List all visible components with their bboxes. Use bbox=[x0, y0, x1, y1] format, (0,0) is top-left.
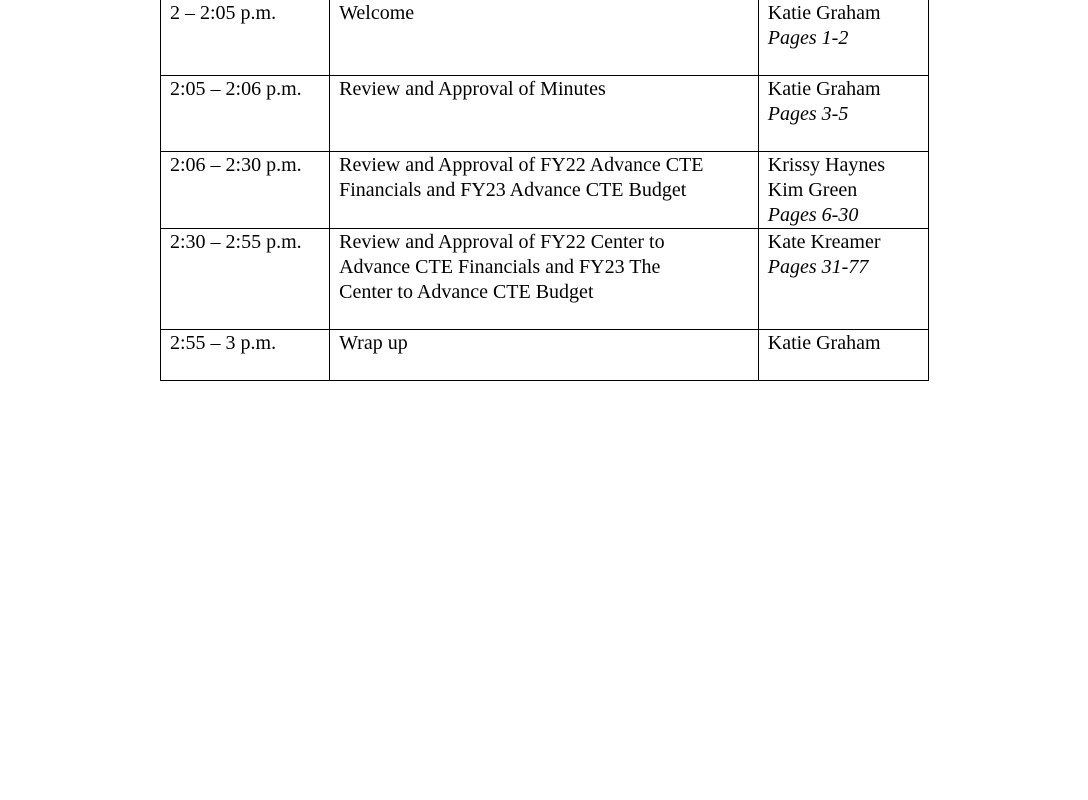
time-text: 2:55 – 3 p.m. bbox=[170, 332, 277, 354]
time-cell bbox=[161, 76, 330, 152]
presenter-name: Katie Graham bbox=[767, 78, 881, 100]
time-text: 2:05 – 2:06 p.m. bbox=[170, 78, 302, 100]
agenda-row bbox=[161, 229, 929, 330]
agenda-item-text: Welcome bbox=[339, 2, 415, 24]
page-reference: Pages 1-2 bbox=[767, 27, 849, 49]
agenda-item-text: Review and Approval of Minutes bbox=[339, 78, 606, 100]
agenda-item-cell bbox=[330, 330, 759, 381]
agenda-row bbox=[161, 330, 929, 381]
presenter-cell bbox=[758, 76, 928, 152]
presenter-name: Kim Green bbox=[767, 179, 858, 201]
presenter-name: Kate Kreamer bbox=[767, 231, 881, 253]
time-cell bbox=[161, 229, 330, 330]
time-cell bbox=[161, 330, 330, 381]
time-text: 2 – 2:05 p.m. bbox=[170, 2, 277, 24]
page-reference: Pages 6-30 bbox=[767, 204, 859, 226]
time-cell bbox=[161, 152, 330, 229]
presenter-cell bbox=[758, 330, 928, 381]
agenda-table bbox=[160, 0, 929, 381]
agenda-item-cell bbox=[330, 152, 759, 229]
agenda-item-text: Center to Advance CTE Budget bbox=[339, 281, 594, 303]
time-text: 2:30 – 2:55 p.m. bbox=[170, 231, 302, 253]
page-reference: Pages 31-77 bbox=[767, 256, 869, 278]
agenda-item-text: Review and Approval of FY22 Center to bbox=[339, 231, 665, 253]
page-reference: Pages 3-5 bbox=[767, 103, 849, 125]
time-text: 2:06 – 2:30 p.m. bbox=[170, 154, 302, 176]
presenter-name: Katie Graham bbox=[767, 2, 881, 24]
presenter-name: Krissy Haynes bbox=[767, 154, 886, 176]
agenda-item-text: Wrap up bbox=[339, 332, 408, 354]
agenda-item-cell bbox=[330, 0, 759, 76]
agenda-item-text: Financials and FY23 Advance CTE Budget bbox=[339, 179, 687, 201]
time-cell bbox=[161, 0, 330, 76]
agenda-item-cell bbox=[330, 76, 759, 152]
presenter-cell bbox=[758, 0, 928, 76]
agenda-item-cell bbox=[330, 229, 759, 330]
agenda-item-text: Review and Approval of FY22 Advance CTE bbox=[339, 154, 704, 176]
agenda-item-text: Advance CTE Financials and FY23 The bbox=[339, 256, 661, 278]
agenda-row bbox=[161, 0, 929, 76]
agenda-row bbox=[161, 152, 929, 229]
presenter-cell bbox=[758, 152, 928, 229]
presenter-cell bbox=[758, 229, 928, 330]
presenter-name: Katie Graham bbox=[767, 332, 881, 354]
agenda-row bbox=[161, 76, 929, 152]
